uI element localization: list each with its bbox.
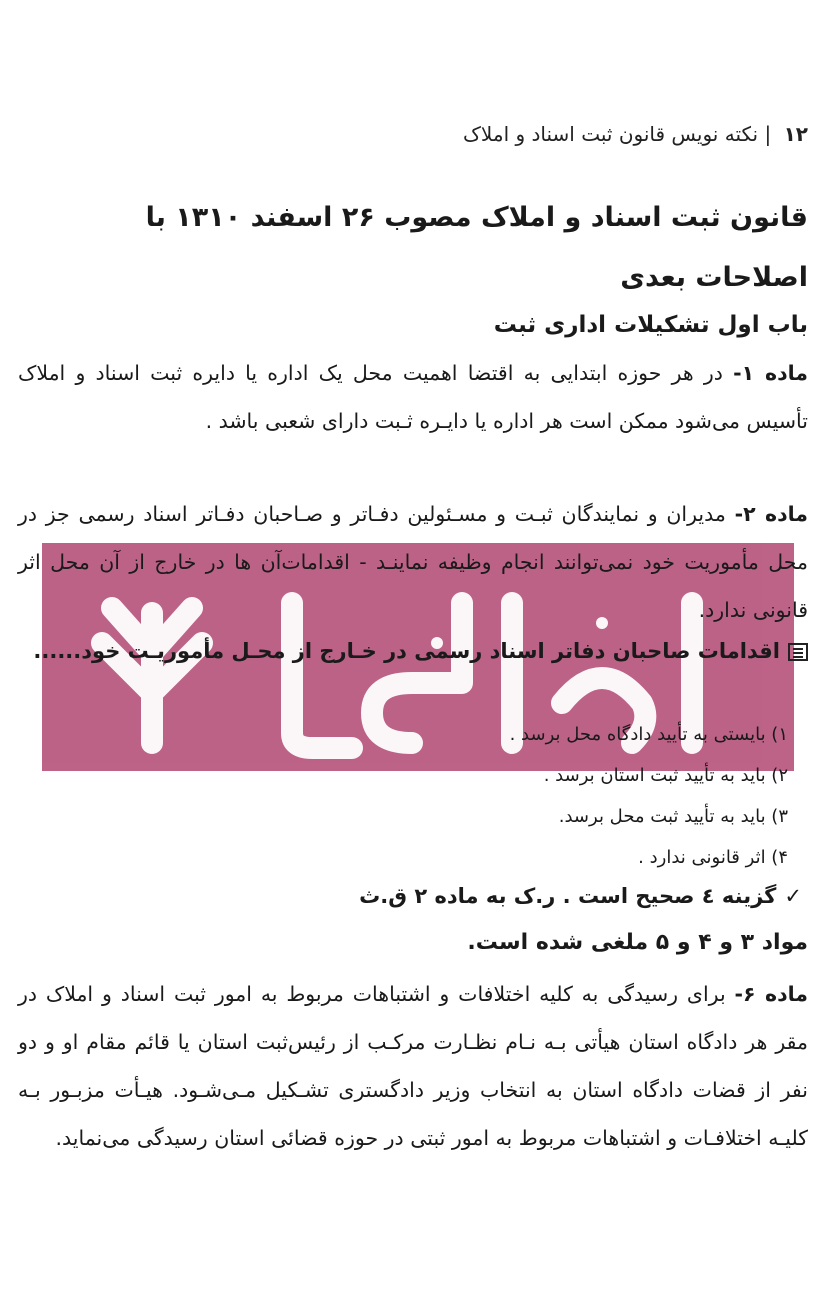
article-2-label: ماده ۲- xyxy=(734,502,808,526)
article-1 xyxy=(18,349,808,445)
law-title: قانون ثبت اسناد و املاک مصوب ۲۶ اسفند ۱۳۱۰ با اصلاحات بعدی xyxy=(145,202,808,293)
header-separator: | xyxy=(764,122,772,146)
answer xyxy=(359,884,802,908)
article-6-label: ماده ۶- xyxy=(734,982,808,1006)
checkmark-icon: ✓ xyxy=(784,884,802,908)
article-6 xyxy=(18,970,808,1162)
article-1-label: ماده ۱- xyxy=(733,361,808,385)
option-3: ۳) باید به تأیید ثبت محل برسد. xyxy=(558,806,788,827)
article-1-text: در هر حوزه ابتدایی به اقتضا اهمیت محل یک اداره یا دایره ثبت اسناد و املاک تأسیس می‌شود ممکن است هر اداره یا دایـره ثـبت دارای شعبی باشد . xyxy=(18,361,808,433)
running-header xyxy=(463,122,808,146)
note-pen-icon xyxy=(788,643,808,661)
option-4: ۴) اثر قانونی ندارد . xyxy=(638,847,788,868)
chapter-heading: باب اول تشکیلات اداری ثبت xyxy=(493,312,808,338)
article-2-text: مدیران و نمایندگان ثبـت و مسـئولین دفـاتر و صـاحبان دفـاتر اسناد رسمی جز در محل مأموریت خود نمی‌توانند انجام وظیفه نماینـد - اقدامات‌آن ها در خارج از آن محل اثر قانونی ندارد. xyxy=(18,502,808,622)
answer-text: گزینه ٤ صحیح است . ر.ک به ماده ۲ ق.ث xyxy=(359,884,777,908)
page-number: ۱۲ xyxy=(783,122,808,146)
option-2: ۲) باید به تأیید ثبت استان برسد . xyxy=(543,765,788,786)
option-1: ۱) بایستی به تأیید دادگاه محل برسد . xyxy=(509,724,788,745)
question-text: اقدامات صاحبان دفاتر اسناد رسمی در خـارج از محـل مأموریـت خود...... xyxy=(33,639,780,663)
question xyxy=(18,627,808,675)
repealed-note: مواد ۳ و ۴ و ۵ ملغی شده است. xyxy=(467,930,808,955)
article-6-text: برای رسیدگی به کلیه اختلافات و اشتباهات مربوط به امور ثبت اسناد و املاک در مقر هر دادگاه استان هیأتی بـه نـام نظـارت مرکـب از رئیس‌ثبت استان یا قائم مقام او و دو نفر از قضات دادگاه استان به انتخاب وزیر دادگستری تشـکیل مـی‌شـود. هیـأت مزبـور بـه کلیـه اختلافـات و اشتباهات مربوط به امور ثبتی در حوزه قضائی استان رسیدگی می‌نماید. xyxy=(18,982,808,1150)
book-title: نکته نویس قانون ثبت اسناد و املاک xyxy=(463,122,759,146)
article-2 xyxy=(18,490,808,634)
